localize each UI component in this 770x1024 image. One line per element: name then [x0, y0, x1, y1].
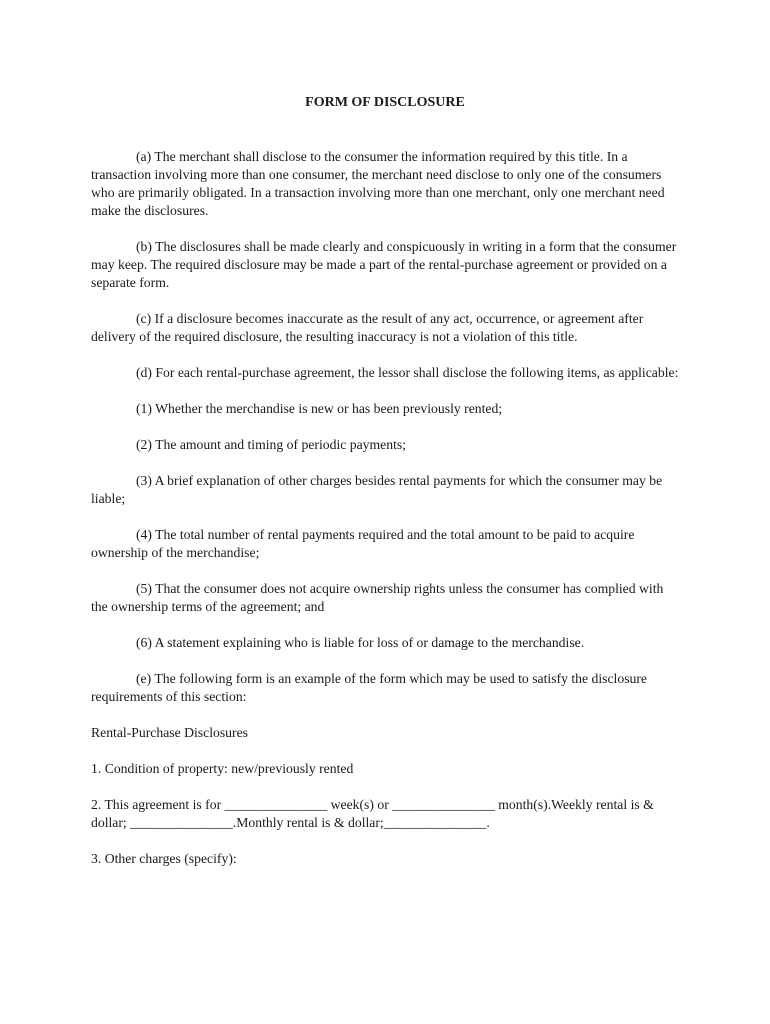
- document-title: FORM OF DISCLOSURE: [305, 95, 465, 110]
- list-item-1: (1) Whether the merchandise is new or has been previously rented;: [136, 401, 503, 416]
- paragraph-a: (a) The merchant shall disclose to the consumer the information required by this title. In a transaction involving more than one consumer, the merchant need disclose to only one of the consumers who are primarily obligated. In a transaction involving more than one merchant, only one merchant need make the disclosures.: [91, 149, 665, 218]
- list-item-3: (3) A brief explanation of other charges besides rental payments for which the consumer may be liable;: [91, 473, 663, 506]
- list-item-6: (6) A statement explaining who is liable for loss of or damage to the merchandise.: [136, 635, 585, 650]
- list-item-5: (5) That the consumer does not acquire ownership rights unless the consumer has complied with the ownership terms of the agreement; and: [91, 581, 664, 614]
- paragraph-c: (c) If a disclosure becomes inaccurate as the result of any act, occurrence, or agreement after delivery of the required disclosure, the resulting inaccuracy is not a violation of this title.: [91, 311, 644, 344]
- paragraph-d: (d) For each rental-purchase agreement, the lessor shall disclose the following items, as applicable:: [136, 365, 679, 380]
- list-item-2: (2) The amount and timing of periodic payments;: [136, 437, 407, 452]
- form-heading: Rental-Purchase Disclosures: [91, 725, 248, 740]
- paragraph-b: (b) The disclosures shall be made clearly and conspicuously in writing in a form that the consumer may keep. The required disclosure may be made a part of the rental-purchase agreement or provided on a separate form.: [91, 239, 677, 290]
- form-item-3: 3. Other charges (specify):: [91, 851, 237, 866]
- form-item-2: 2. This agreement is for _______________ week(s) or _______________ month(s).Weekly rental is & dollar; _______________.Monthly rental is & dollar;_______________.: [91, 797, 654, 830]
- form-item-1: 1. Condition of property: new/previously rented: [91, 761, 354, 776]
- list-item-4: (4) The total number of rental payments required and the total amount to be paid to acquire ownership of the merchandise;: [91, 527, 635, 560]
- paragraph-e: (e) The following form is an example of the form which may be used to satisfy the disclosure requirements of this section:: [91, 671, 647, 704]
- document-body: [91, 148, 683, 886]
